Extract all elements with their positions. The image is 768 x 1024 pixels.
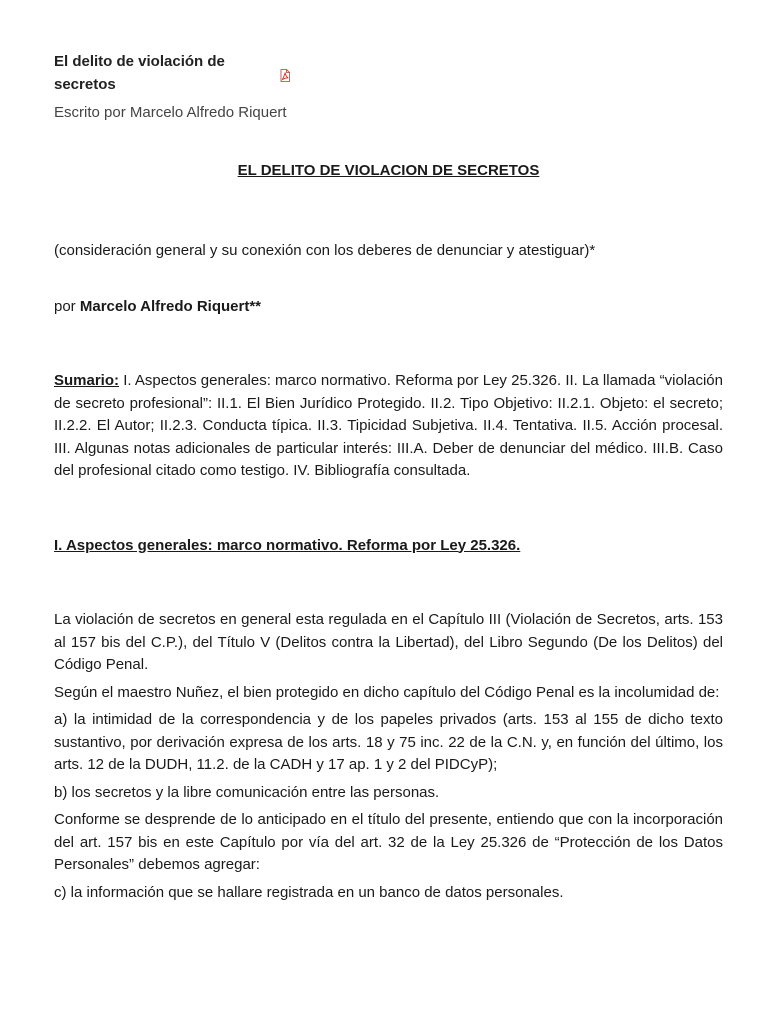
section-heading: I. Aspectos generales: marco normativo. Reforma por Ley 25.326.	[54, 536, 521, 554]
paragraph: Según el maestro Nuñez, el bien protegido en dicho capítulo del Código Penal es la incolumidad de:	[54, 683, 720, 701]
paragraph: b) los secretos y la libre comunicación entre las personas.	[54, 783, 440, 801]
paragraph: c) la información que se hallare registrada en un banco de datos personales.	[54, 883, 564, 901]
summary-label: Sumario:	[54, 372, 120, 389]
article-header	[54, 50, 354, 124]
pdf-icon[interactable]	[280, 69, 290, 82]
paragraph: Conforme se desprende de lo anticipado en el título del presente, entiendo que con la incorporación del art. 157 bis en este Capítulo por vía del art. 32 de la Ley 25.326 de “Protección de los Datos Personales” debemos agregar:	[54, 811, 723, 873]
document-body	[54, 160, 723, 904]
article-title[interactable]: El delito de violación de secretos	[54, 53, 225, 93]
byline-author: Marcelo Alfredo Riquert**	[79, 297, 262, 315]
paragraph: a) la intimidad de la correspondencia y de los papeles privados (arts. 153 al 155 de dicho texto sustantivo, por derivación expresa de los arts. 18 y 75 inc. 22 de la C.N. y, en función del último, los arts. 12 de la DUDH, 11.2. de la CADH y 17 ap. 1 y 2 del PIDCyP);	[54, 711, 723, 773]
document-subtitle: (consideración general y su conexión con los deberes de denunciar y atestiguar)*	[54, 242, 596, 259]
paragraph: La violación de secretos en general esta regulada en el Capítulo III (Violación de Secretos, arts. 153 al 157 bis del C.P.), del Título V (Delitos contra la Libertad), del Libro Segundo (De los Delitos) del Código Penal.	[54, 611, 723, 673]
document-title: EL DELITO DE VIOLACION DE SECRETOS	[237, 162, 540, 179]
byline	[54, 296, 723, 319]
summary-text: I. Aspectos generales: marco normativo. Reforma por Ley 25.326. II. La llamada “violación de secreto profesional”: II.1. El Bien Jurídico Protegido. II.2. Tipo Objetivo: II.2.1. Objeto: el secreto; II.2.2. El Autor; II.2.3. Conducta típica. II.3. Tipicidad Subjetiva. II.4. Tentativa. II.5. Acción procesal. III. Algunas notas adicionales de particular interés: III.A. Deber de denunciar del médico. III.B. Caso del profesional citado como testigo. IV. Bibliografía consultada.	[54, 372, 723, 479]
summary	[54, 370, 723, 483]
byline-prefix: por	[54, 297, 76, 315]
author-line: Escrito por Marcelo Alfredo Riquert	[54, 104, 287, 121]
